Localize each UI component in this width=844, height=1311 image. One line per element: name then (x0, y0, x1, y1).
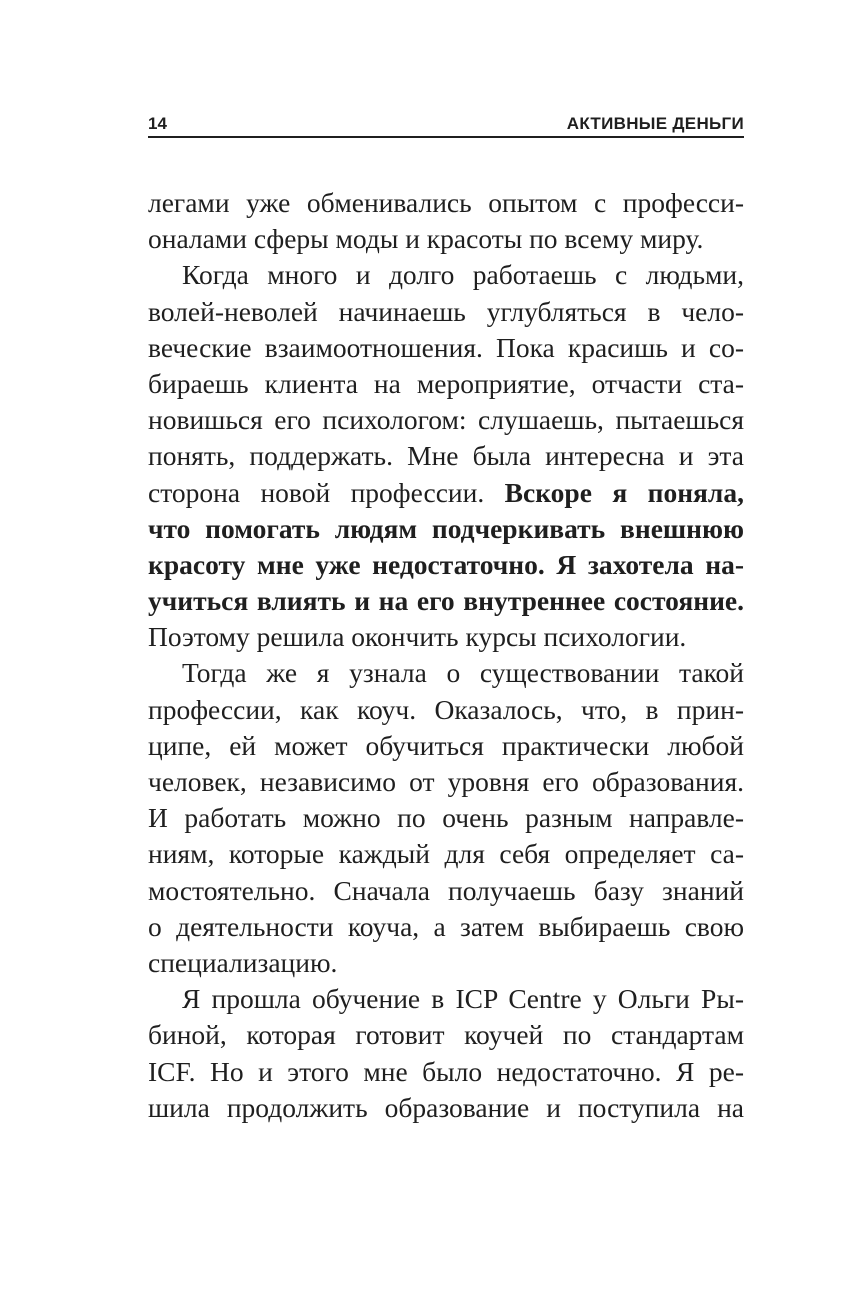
page-number: 14 (148, 114, 167, 133)
text-line: о деятельности коуча, а затем выбираешь свою (148, 910, 744, 942)
text-line: мостоятельно. Сначала получаешь базу знаний (148, 874, 744, 906)
text-line: биной, которая готовит коучей по стандартам (148, 1019, 744, 1051)
paragraph-3 (148, 655, 744, 981)
text-line: Когда много и долго работаешь с людьми, (182, 259, 744, 291)
emphasized-line: учиться влиять и на его внутреннее состояние. (148, 585, 744, 617)
text-line: легами уже обменивались опытом с професси- (148, 187, 744, 218)
text-line: шила продолжить образование и поступила на (148, 1091, 744, 1123)
paragraph-1 (148, 185, 744, 257)
text-line: И работать можно по очень разным направле- (148, 802, 744, 834)
text-line: специализацию. (148, 946, 338, 978)
text-line: Тогда же я узнала о существовании такой (182, 657, 744, 689)
text-line: новишься его психологом: слушаешь, пытаешься (148, 404, 744, 436)
running-header (148, 108, 744, 138)
emphasized-line: красоту мне уже недостаточно. Я захотела на- (148, 548, 744, 580)
paragraph-4 (148, 981, 744, 1126)
text-line: Я прошла обучение в ICP Centre у Ольги Ры- (182, 983, 744, 1015)
emphasized-text: Вскоре я поняла, (504, 476, 744, 508)
text-line: бираешь клиента на мероприятие, отчасти ста- (148, 367, 744, 399)
text-line: ниям, которые каждый для себя определяет са- (148, 838, 744, 870)
text-line: ICF. Но и этого мне было недостаточно. Я ре- (148, 1055, 744, 1087)
text-line: оналами сферы моды и красоты по всему миру. (148, 223, 704, 255)
text-line: ципе, ей может обучиться практически любой (148, 729, 744, 761)
plain-text: сторона новой профессии. (148, 476, 505, 508)
text-line: профессии, как коуч. Оказалось, что, в прин- (148, 693, 744, 725)
emphasized-line: что помогать людям подчеркивать внешнюю (148, 512, 744, 544)
text-line: веческие взаимоотношения. Пока красишь и со- (148, 331, 744, 363)
running-title: АКТИВНЫЕ ДЕНЬГИ (566, 114, 744, 133)
text-line: волей-неволей начинаешь углубляться в чело- (148, 295, 744, 327)
text-line: Поэтому решила окончить курсы психологии. (148, 621, 687, 653)
text-line-mixed (148, 475, 744, 511)
paragraph-2 (148, 257, 744, 655)
text-line: человек, независимо от уровня его образования. (148, 766, 744, 797)
text-line: понять, поддержать. Мне была интересна и эта (148, 440, 744, 472)
body-text (148, 185, 744, 1126)
